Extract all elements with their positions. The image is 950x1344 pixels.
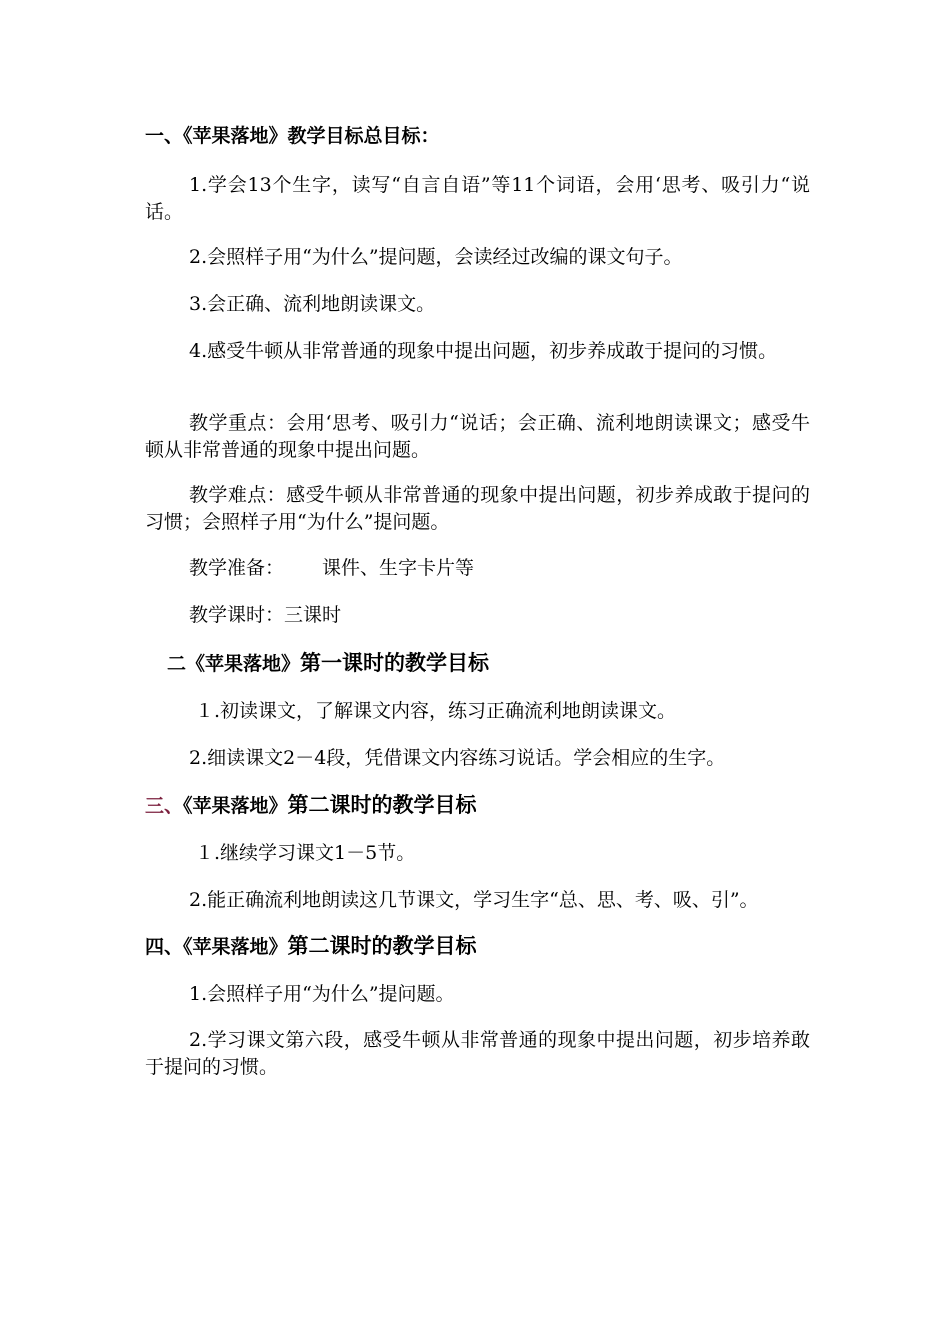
key-points: 教学重点：会用‘思考、吸引力“说话；会正确、流利地朗读课文；感受牛顿从非常普通的现象中提出问题。: [145, 412, 810, 461]
section4-heading-suffix: 第二课时的教学目标: [287, 934, 477, 958]
section1-item-1: 1.学会13个生字，读写“自言自语”等11个词语，会用‘思考、吸引力“说话。: [145, 174, 810, 223]
section2-item-2: 2.细读课文2－4段，凭借课文内容练习说话。学会相应的生字。: [189, 747, 726, 769]
section3-heading: [145, 792, 810, 819]
section3-heading-suffix: 第二课时的教学目标: [287, 793, 477, 817]
section2-heading-suffix: 第一课时的教学目标: [300, 651, 490, 675]
preparation: [145, 555, 854, 581]
section3-heading-prefix: 《苹果落地》: [183, 795, 288, 817]
section1-item-4: 4.感受牛顿从非常普通的现象中提出问题，初步养成敢于提问的习惯。: [189, 340, 778, 362]
section2-item-1: １.初读课文，了解课文内容，练习正确流利地朗读课文。: [195, 700, 677, 722]
difficult-points: 教学难点：感受牛顿从非常普通的现象中提出问题，初步养成敢于提问的习惯；会照样子用“为什么”提问题。: [145, 484, 810, 533]
preparation-label: 教学准备：: [189, 557, 285, 579]
section1-item-3: 3.会正确、流利地朗读课文。: [189, 293, 436, 315]
section2-heading-prefix: 二《苹果落地》: [167, 653, 301, 675]
section4-item-2: 2.学习课文第六段，感受牛顿从非常普通的现象中提出问题，初步培养敢于提问的习惯。: [145, 1029, 810, 1078]
periods: 教学课时：三课时: [189, 604, 342, 626]
preparation-value: 课件、生字卡片等: [322, 557, 475, 579]
section3-item-1: １.继续学习课文1－5节。: [195, 842, 416, 864]
section4-heading: [145, 933, 810, 960]
section2-heading: [167, 650, 832, 677]
section4-heading-prefix: 四、《苹果落地》: [145, 936, 288, 958]
section4-item-1: 1.会照样子用“为什么”提问题。: [189, 983, 455, 1005]
section1-item-2: 2.会照样子用“为什么”提问题，会读经过改编的课文句子。: [189, 246, 683, 268]
section3-item-2: 2.能正确流利地朗读这几节课文，学习生字“总、思、考、吸、引”。: [189, 889, 759, 911]
section1-heading: 一、《苹果落地》教学目标总目标：: [145, 125, 440, 147]
section3-heading-number: 三、: [145, 795, 184, 817]
